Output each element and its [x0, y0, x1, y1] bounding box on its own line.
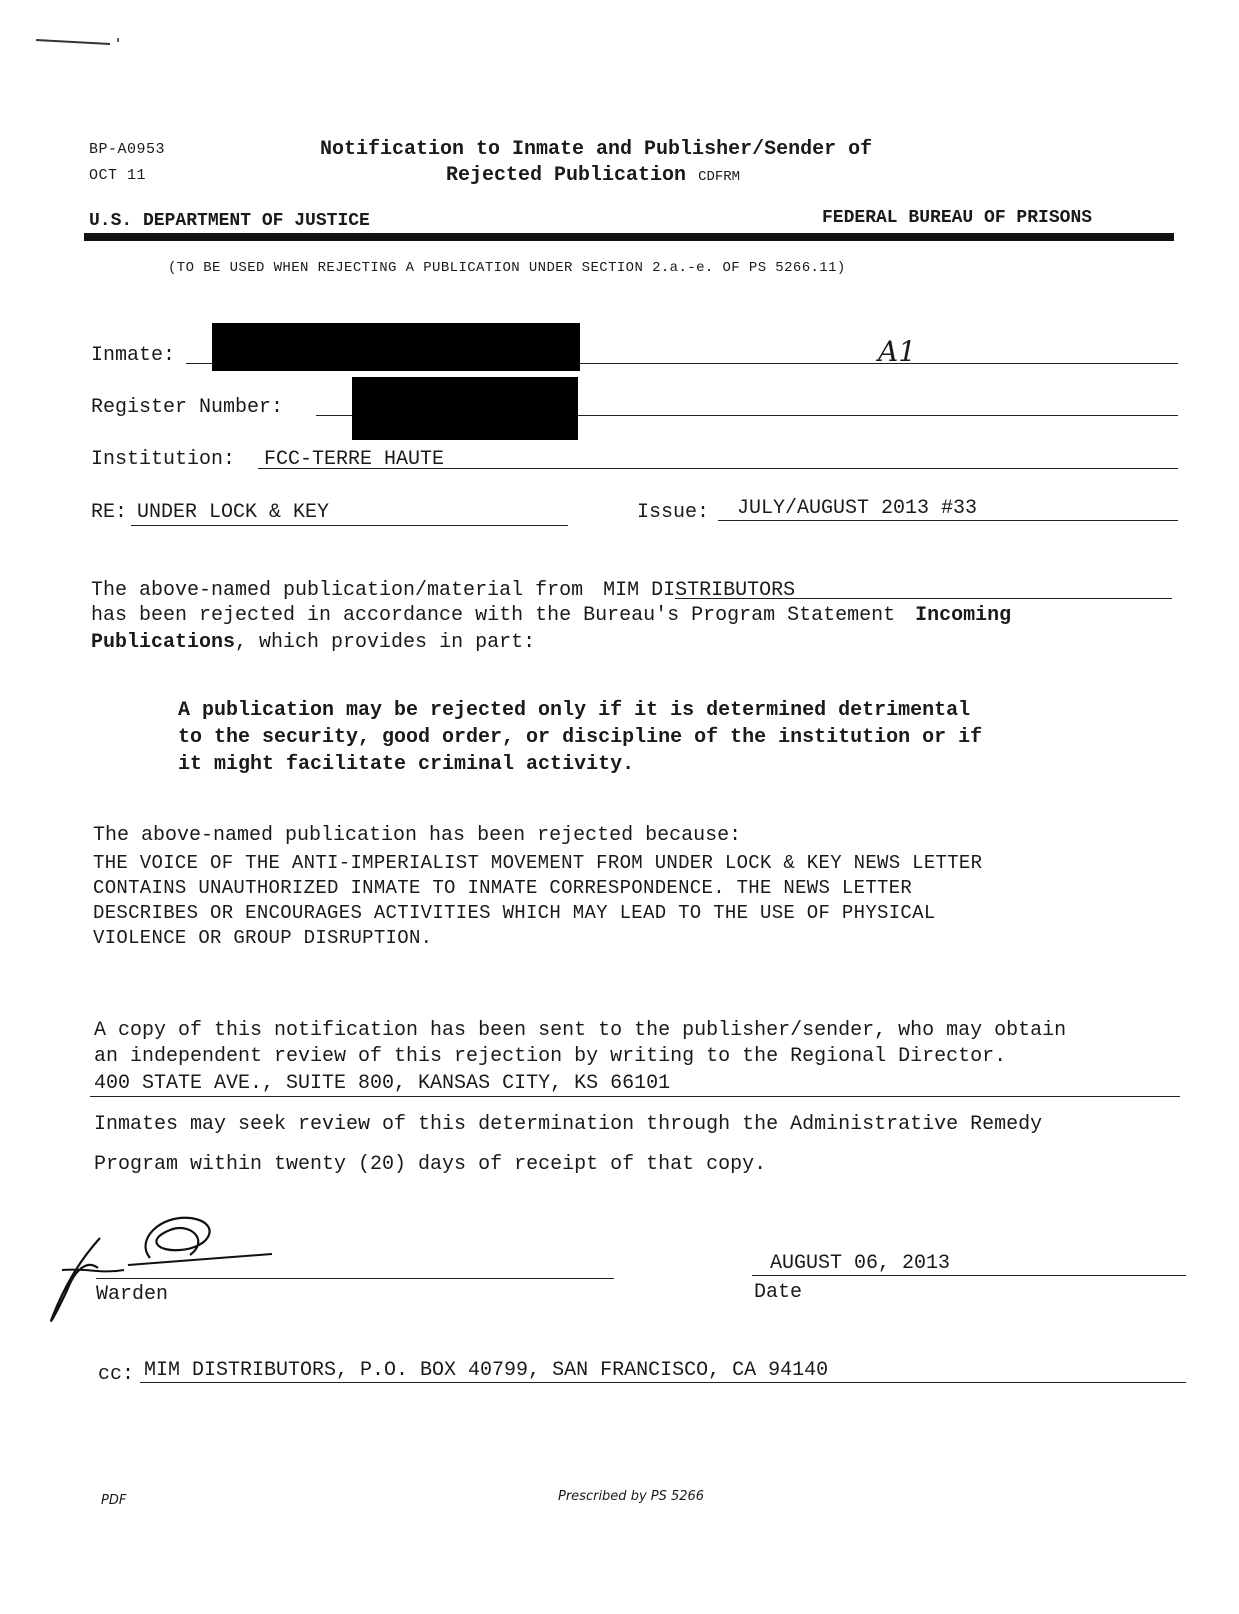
regional-address: 400 STATE AVE., SUITE 800, KANSAS CITY, KS 66101 — [94, 1072, 671, 1095]
intro-line1 — [91, 578, 795, 604]
register-label: Register Number: — [91, 396, 284, 419]
re-underline — [131, 525, 568, 526]
header-rule — [84, 233, 1174, 241]
intro-line3-bold: Publications — [91, 631, 236, 654]
institution-underline — [258, 468, 1178, 469]
agency-bureau: FEDERAL BUREAU OF PRISONS — [822, 208, 1093, 228]
issue-value: JULY/AUGUST 2013 #33 — [737, 497, 978, 520]
inmate-label: Inmate: — [91, 344, 176, 367]
quote-line: A publication may be rejected only if it is determined detrimental — [178, 699, 971, 722]
form-code: BP-A0953 — [89, 141, 166, 158]
intro-line2-bold: Incoming — [915, 604, 1012, 627]
register-redaction — [352, 377, 578, 440]
intro-line3 — [91, 630, 535, 656]
reason-line: CONTAINS UNAUTHORIZED INMATE TO INMATE CORRESPONDENCE. THE NEWS LETTER — [93, 877, 913, 899]
review-line1: Inmates may seek review of this determination through the Administrative Remedy — [94, 1113, 1043, 1136]
reason-line: VIOLENCE OR GROUP DISRUPTION. — [93, 927, 433, 949]
date-underline — [752, 1275, 1186, 1276]
review-line2: Program within twenty (20) days of receipt of that copy. — [94, 1153, 767, 1176]
footer-pdf: PDF — [101, 1493, 127, 1508]
quote-line: to the security, good order, or discipline of the institution or if — [178, 726, 983, 749]
intro-line1-prefix: The above-named publication/material from — [91, 579, 584, 602]
cc-label: cc: — [98, 1363, 135, 1386]
issue-label: Issue: — [637, 501, 710, 524]
cc-recipient: MIM DISTRIBUTORS, P.O. BOX 40799, SAN FRANCISCO, CA 94140 — [144, 1359, 829, 1382]
warden-label: Warden — [96, 1283, 169, 1306]
form-title-line1: Notification to Inmate and Publisher/Sender of — [320, 138, 873, 161]
institution-label: Institution: — [91, 448, 236, 471]
copy-notice-line2: an independent review of this rejection by writing to the Regional Director. — [94, 1045, 1007, 1068]
reason-text — [93, 851, 982, 951]
policy-quote — [178, 697, 982, 778]
scan-mark — [34, 36, 112, 44]
cc-underline — [140, 1382, 1186, 1383]
reason-intro: The above-named publication has been rejected because: — [93, 824, 742, 847]
intro-sender: MIM DISTRIBUTORS — [603, 579, 796, 602]
footer-prescribed: Prescribed by PS 5266 — [558, 1489, 705, 1504]
inmate-redaction — [212, 323, 580, 371]
date-label: Date — [754, 1281, 803, 1304]
re-label: RE: — [91, 501, 128, 524]
address-underline — [90, 1096, 1180, 1097]
intro-line2-prefix: has been rejected in accordance with the Bureau's Program Statement — [91, 604, 896, 627]
issue-underline — [718, 520, 1178, 521]
intro-line2 — [91, 603, 1011, 629]
copy-notice-line1: A copy of this notification has been sent to the publisher/sender, who may obtain — [94, 1019, 1067, 1042]
agency-department: U.S. DEPARTMENT OF JUSTICE — [89, 211, 370, 231]
warden-signature — [40, 1210, 290, 1330]
signed-date: AUGUST 06, 2013 — [770, 1252, 951, 1275]
reason-line: THE VOICE OF THE ANTI-IMPERIALIST MOVEMENT FROM UNDER LOCK & KEY NEWS LETTER — [93, 852, 983, 874]
form-title-line2 — [446, 164, 740, 187]
inmate-handwritten-mark — [878, 335, 916, 368]
form-title-code: CDFRM — [698, 169, 741, 185]
form-date: OCT 11 — [89, 167, 147, 184]
usage-note: (TO BE USED WHEN REJECTING A PUBLICATION UNDER SECTION 2.a.-e. OF PS 5266.11) — [168, 260, 846, 276]
sender-underline — [675, 598, 1172, 599]
reason-line: DESCRIBES OR ENCOURAGES ACTIVITIES WHICH MAY LEAD TO THE USE OF PHYSICAL — [93, 902, 936, 924]
inmate-mark-text: A1 — [878, 335, 917, 368]
signature-underline — [96, 1278, 614, 1279]
quote-line: it might facilitate criminal activity. — [178, 753, 635, 776]
form-title-text: Rejected Publication — [446, 164, 687, 187]
re-value: UNDER LOCK & KEY — [137, 501, 330, 524]
intro-line3-suffix: , which provides in part: — [235, 631, 536, 654]
institution-value: FCC-TERRE HAUTE — [264, 448, 445, 471]
